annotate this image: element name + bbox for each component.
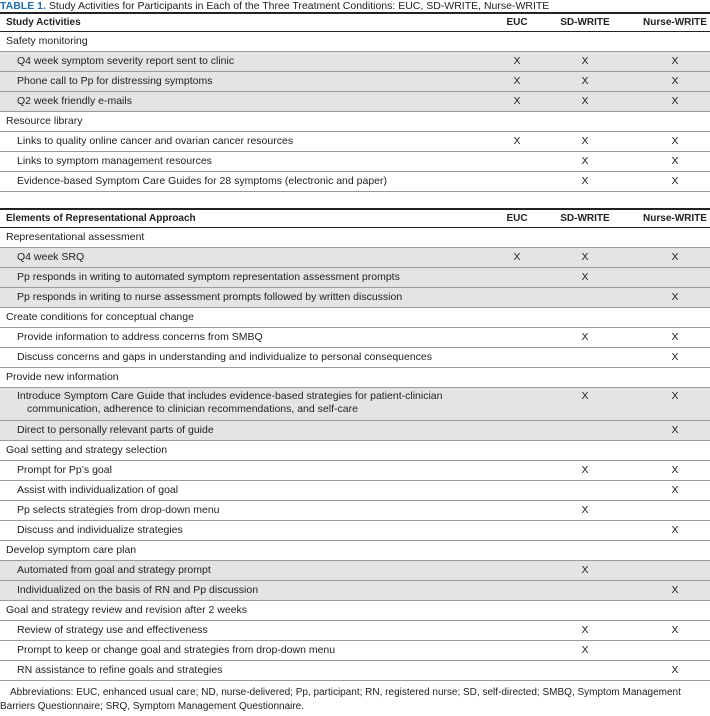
mark-cell: X (513, 75, 521, 87)
row-label: Q2 week friendly e-mails (17, 95, 132, 107)
representational-approach-table (0, 208, 710, 681)
mark-cell: X (581, 175, 589, 187)
mark-cell: X (513, 135, 521, 147)
row-label-line1: Introduce Symptom Care Guide that includes evidence-based strategies for patient-clinician (17, 390, 443, 402)
group-label: Goal and strategy review and revision after 2 weeks (6, 604, 248, 616)
mark-cell: X (513, 55, 521, 67)
row-label: Phone call to Pp for distressing symptoms (17, 75, 213, 87)
mark-cell: X (581, 75, 589, 87)
row-label: RN assistance to refine goals and strategies (17, 664, 223, 676)
group-label: Resource library (6, 115, 83, 127)
row-label: Prompt for Pp’s goal (17, 464, 112, 476)
table-row (0, 461, 710, 481)
mark-cell: X (581, 390, 589, 402)
table-row (0, 328, 710, 348)
row-label: Automated from goal and strategy prompt (17, 564, 211, 576)
table-row (0, 248, 710, 268)
table-row (0, 621, 710, 641)
mark-cell: X (671, 584, 679, 596)
column-header-1: EUC (506, 213, 528, 224)
table-label: TABLE 1. (0, 0, 46, 12)
table-row (0, 132, 710, 152)
table-header-row (0, 208, 710, 228)
mark-cell: X (581, 95, 589, 107)
mark-cell: X (581, 624, 589, 636)
table-row (0, 581, 710, 601)
table-header-row (0, 12, 710, 32)
row-label: Individualized on the basis of RN and Pp discussion (17, 584, 259, 596)
mark-cell: X (513, 95, 521, 107)
mark-cell: X (671, 155, 679, 167)
row-label: Prompt to keep or change goal and strategies from drop-down menu (17, 644, 336, 656)
row-label: Evidence-based Symptom Care Guides for 28 symptoms (electronic and paper) (17, 175, 388, 187)
table-row (0, 421, 710, 441)
mark-cell: X (671, 331, 679, 343)
table-row (0, 92, 710, 112)
group-row (0, 541, 710, 561)
row-label: Pp responds in writing to nurse assessment prompts followed by written discussion (17, 291, 403, 303)
table-row (0, 521, 710, 541)
mark-cell: X (671, 464, 679, 476)
mark-cell: X (671, 291, 679, 303)
mark-cell: X (581, 271, 589, 283)
column-header-2: SD-WRITE (560, 17, 610, 28)
mark-cell: X (671, 351, 679, 363)
group-row (0, 441, 710, 461)
mark-cell: X (671, 390, 679, 402)
group-row (0, 32, 710, 52)
row-label: Links to quality online cancer and ovarian cancer resources (17, 135, 294, 147)
column-header-2: SD-WRITE (560, 213, 610, 224)
group-label: Create conditions for conceptual change (6, 311, 194, 323)
table-row (0, 641, 710, 661)
mark-cell: X (671, 424, 679, 436)
mark-cell: X (581, 564, 589, 576)
table-row (0, 501, 710, 521)
group-label: Representational assessment (6, 231, 145, 243)
mark-cell: X (581, 155, 589, 167)
mark-cell: X (671, 175, 679, 187)
row-label: Discuss and individualize strategies (17, 524, 183, 536)
row-label: Links to symptom management resources (17, 155, 212, 167)
mark-cell: X (671, 524, 679, 536)
column-header-activity: Study Activities (6, 17, 81, 28)
table-row (0, 348, 710, 368)
mark-cell: X (581, 644, 589, 656)
row-label: Direct to personally relevant parts of guide (17, 424, 214, 436)
group-row (0, 228, 710, 248)
column-header-1: EUC (506, 17, 528, 28)
mark-cell: X (581, 504, 589, 516)
row-label: Review of strategy use and effectiveness (17, 624, 208, 636)
mark-cell: X (513, 251, 521, 263)
table-title: Study Activities for Participants in Each of the Three Treatment Conditions: EUC, SD-WRITE, Nurse-WRITE (48, 0, 550, 12)
row-label: Discuss concerns and gaps in understanding and individualize to personal consequences (17, 351, 433, 363)
row-label: Q4 week symptom severity report sent to clinic (17, 55, 235, 67)
mark-cell: X (581, 55, 589, 67)
group-row (0, 112, 710, 132)
row-label: Provide information to address concerns from SMBQ (17, 331, 263, 343)
table-row (0, 481, 710, 501)
mark-cell: X (671, 484, 679, 496)
footnote: Abbreviations: EUC, enhanced usual care; ND, nurse-delivered; Pp, participant; RN, registered nurse; SD, self-directed; SMBQ, Symptom Management Barriers Questionnaire; SRQ, Symptom Management Questionnaire. (0, 687, 681, 712)
group-label: Goal setting and strategy selection (6, 444, 168, 456)
table-row (0, 388, 710, 421)
study-activities-table (0, 12, 710, 192)
mark-cell: X (671, 624, 679, 636)
group-row (0, 368, 710, 388)
row-label: Pp selects strategies from drop-down menu (17, 504, 220, 516)
table-row (0, 661, 710, 681)
mark-cell: X (581, 251, 589, 263)
column-header-activity: Elements of Representational Approach (6, 213, 196, 224)
mark-cell: X (671, 95, 679, 107)
row-label: Pp responds in writing to automated symptom representation assessment prompts (17, 271, 400, 283)
group-row (0, 308, 710, 328)
row-label: Assist with individualization of goal (17, 484, 179, 496)
row-label (17, 390, 457, 416)
table-row (0, 152, 710, 172)
table-row (0, 52, 710, 72)
mark-cell: X (581, 331, 589, 343)
mark-cell: X (671, 75, 679, 87)
mark-cell: X (581, 464, 589, 476)
table-row (0, 561, 710, 581)
mark-cell: X (671, 664, 679, 676)
group-label: Safety monitoring (6, 35, 88, 47)
group-label: Develop symptom care plan (6, 544, 137, 556)
group-row (0, 601, 710, 621)
group-label: Provide new information (6, 371, 119, 383)
table-row (0, 72, 710, 92)
table-row (0, 172, 710, 192)
table-row (0, 288, 710, 308)
row-label: Q4 week SRQ (17, 251, 85, 263)
column-header-3: Nurse-WRITE (643, 213, 707, 224)
mark-cell: X (581, 135, 589, 147)
row-label-line2: communication, adherence to clinician recommendations, and self-care (27, 403, 358, 415)
column-header-3: Nurse-WRITE (643, 17, 707, 28)
mark-cell: X (671, 251, 679, 263)
table-caption (0, 0, 549, 12)
mark-cell: X (671, 55, 679, 67)
mark-cell: X (671, 135, 679, 147)
table-row (0, 268, 710, 288)
